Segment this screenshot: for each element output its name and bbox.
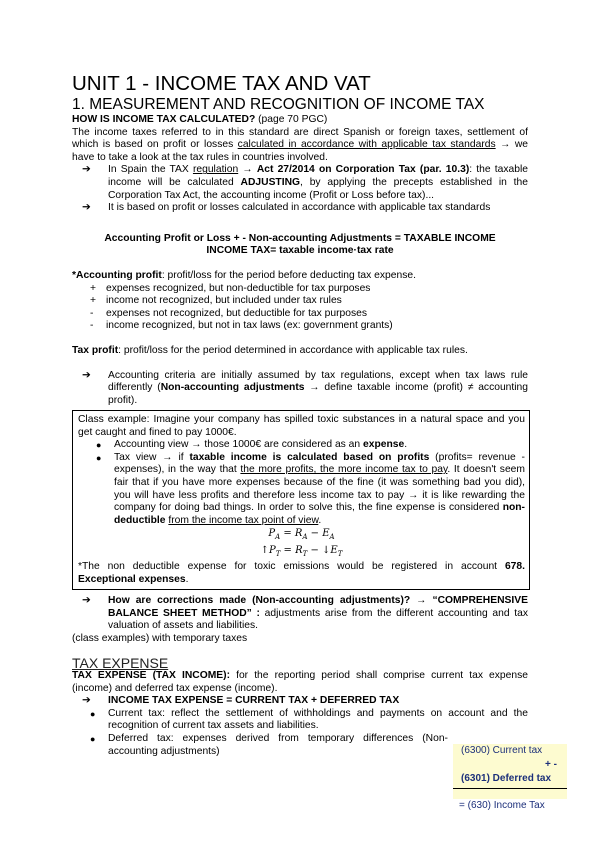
tax-expense-definition: TAX EXPENSE (TAX INCOME): for the reporting period shall comprise current tax expense (income) and deferred tax expense (income). bbox=[72, 669, 528, 694]
class-examples-note: (class examples) with temporary taxes bbox=[72, 632, 248, 644]
list-item: + expenses recognized, but non-deductible for tax purposes bbox=[90, 282, 371, 294]
tax-profit-definition: Tax profit: profit/loss for the period determined in accordance with applicable tax rules. bbox=[72, 344, 468, 356]
example-accounting-view: ● Accounting view → those 1000€ are considered as an expense. bbox=[96, 439, 408, 451]
point-tax-formula: ➔ INCOME TAX EXPENSE = CURRENT TAX + DEFERRED TAX bbox=[82, 695, 400, 707]
bullet-icon: ● bbox=[96, 452, 102, 463]
formula-taxable-income: Accounting Profit or Loss + - Non-accounting Adjustments = TAXABLE INCOME bbox=[104, 232, 496, 244]
content-upper bbox=[72, 114, 528, 407]
note-plus-minus: + - bbox=[545, 759, 557, 770]
bullet-icon: ● bbox=[90, 708, 96, 719]
note-income-tax: = (630) Income Tax bbox=[453, 799, 567, 813]
calc-heading: HOW IS INCOME TAX CALCULATED? (page 70 PGC) bbox=[72, 114, 328, 125]
list-item: + income not recognized, but included under tax rules bbox=[90, 295, 342, 307]
section-title: 1. MEASUREMENT AND RECOGNITION OF INCOME TAX bbox=[72, 96, 485, 113]
tax-expense-heading: TAX EXPENSE bbox=[72, 655, 169, 672]
deferred-tax-item: ● Deferred tax: expenses derived from temporary differences (Non-accounting adjustments) bbox=[90, 732, 448, 757]
arrow-icon: ➔ bbox=[82, 164, 91, 176]
arrow-icon: ➔ bbox=[82, 369, 91, 381]
point-corrections: ➔ How are corrections made (Non-accounting adjustments)? → “COMPREHENSIVE BALANCE SHEET METHOD” : adjustments arise from the different accounting and tax valuation of assets and liabilities. bbox=[82, 595, 528, 632]
example-footnote: *The non deductible expense for toxic emissions would be registered in account 678. Exceptional expenses. bbox=[78, 561, 525, 585]
bullet-icon: ● bbox=[90, 733, 96, 744]
point-accounting-criteria: ➔ Accounting criteria are initially assumed by tax regulations, except when tax laws rule differently (Non-accounting adjustments → define taxable income (profit) ≠ accounting profit). bbox=[82, 369, 529, 406]
intro-paragraph: The income taxes referred to in this standard are direct Spanish or foreign taxes, settlement of which is based on profit or losses calculated in accordance with applicable tax standards → we have to take a look at the tax rules in countries involved. bbox=[72, 126, 529, 163]
formula-income-tax: INCOME TAX= taxable income·tax rate bbox=[206, 245, 394, 257]
point-spain-regulation: ➔ In Spain the TAX regulation → Act 27/2014 on Corporation Tax (par. 10.3): the taxable income will be calculated ADJUSTING, by applying the precepts established in the Corporation Tax Act, the accounting income (Profit or Loss before tax)... bbox=[82, 164, 528, 201]
arrow-icon: ➔ bbox=[82, 695, 91, 707]
list-item: - expenses not recognized, but deductible for tax purposes bbox=[90, 307, 368, 319]
content-lower bbox=[72, 595, 528, 758]
class-example-box bbox=[72, 410, 530, 590]
list-item: - income recognized, but not in tax laws (ex: government grants) bbox=[90, 320, 393, 332]
example-tax-view: ● Tax view → if taxable income is calculated based on profits (profits= revenue - expenses), in the way that the more profits, the more income tax to pay. It doesn't seem fair that if you have more expenses because of the fine (it was something bad you did), you will have less profits and therefore less income tax to pay → it is like rewarding the company for doing bad things. In order to solve this, the fine expense is considered non-deductible from the income tax point of view. bbox=[96, 451, 525, 526]
equation-tax: $↑P_T = R_T$ − $↓E_T$ bbox=[260, 545, 343, 559]
arrow-icon: ➔ bbox=[82, 595, 91, 606]
note-deferred-tax: (6301) Deferred tax bbox=[461, 773, 552, 784]
bullet-icon: ● bbox=[96, 440, 102, 451]
current-tax-item: ● Current tax: reflect the settlement of withholdings and payments on account and the recognition of current tax assets and liabilities. bbox=[90, 707, 528, 732]
example-intro: Class example: Imagine your company has spilled toxic substances in a natural space and you get caught and fined to pay 1000€. bbox=[78, 414, 525, 438]
note-current-tax: (6300) Current tax bbox=[461, 745, 543, 756]
sticky-note bbox=[453, 744, 567, 813]
equation-accounting: $P_A = R_A - E_A$ bbox=[268, 528, 335, 542]
arrow-icon: ➔ bbox=[82, 202, 91, 214]
accounting-profit-definition: *Accounting profit: profit/loss for the period before deducting tax expense. bbox=[72, 269, 416, 281]
page-title: UNIT 1 - INCOME TAX AND VAT bbox=[72, 72, 371, 95]
point-based-on-profit: ➔ It is based on profit or losses calculated in accordance with applicable tax standards bbox=[82, 202, 491, 214]
